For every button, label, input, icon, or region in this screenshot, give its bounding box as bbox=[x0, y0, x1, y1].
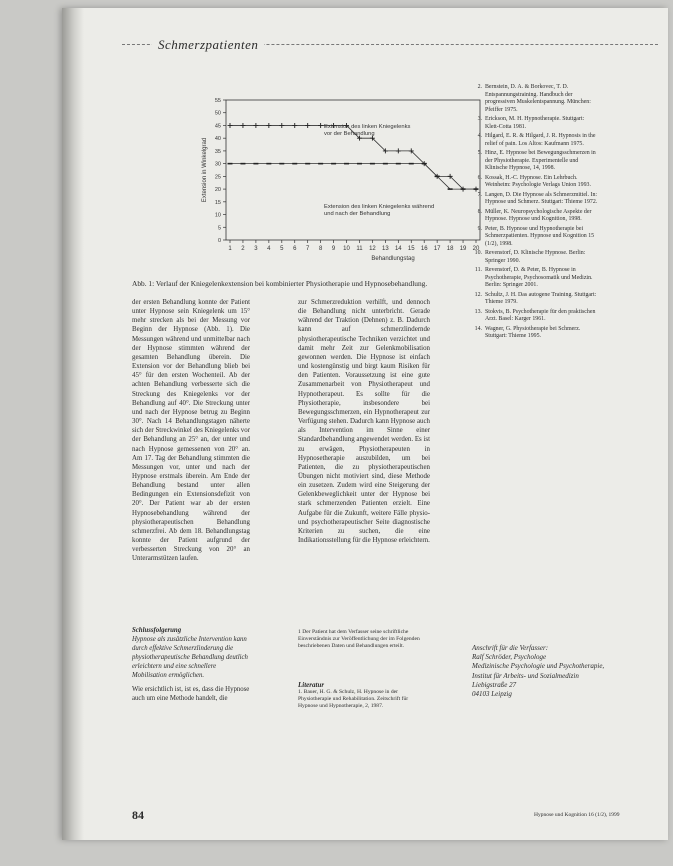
x-tick-label: 6 bbox=[293, 246, 297, 252]
footnote: 1 Der Patient hat dem Verfasser seine schriftliche Einverständnis zur Veröffentlichung der im Folgenden beschriebenen Daten und Behandlungen erteilt. bbox=[298, 629, 420, 649]
reference-text: Wagner, G. Physiotherapie bei Schmerz. Stuttgart: Thieme 1995. bbox=[485, 325, 581, 339]
reference-number: 3. bbox=[477, 116, 482, 122]
y-tick-label: 50 bbox=[214, 110, 221, 117]
figure-chart bbox=[134, 90, 510, 278]
data-point-plus bbox=[240, 123, 245, 128]
x-tick-label: 1 bbox=[228, 246, 232, 252]
address-line2: Liebigstraße 27 bbox=[472, 680, 517, 689]
data-point-plus bbox=[279, 123, 284, 128]
x-tick-label: 5 bbox=[280, 246, 284, 252]
y-tick-label: 20 bbox=[214, 187, 221, 194]
book-spine-shadow bbox=[62, 8, 84, 840]
x-tick-label: 18 bbox=[446, 246, 454, 252]
x-tick-label: 14 bbox=[394, 246, 402, 252]
summary-text: Hypnose als zusätzliche Intervention kann durch effektive Schmerzlinderung die physiotherapeutische Behandlung deutlich erleichtern und eine schnellere Mobilisation ermöglichen. bbox=[132, 636, 248, 679]
x-tick-label: 8 bbox=[318, 246, 323, 252]
y-axis-label: Extension in Winkelgrad bbox=[202, 137, 208, 203]
reference-number: 6. bbox=[477, 174, 482, 181]
x-tick-label: 12 bbox=[369, 246, 376, 252]
y-tick-label: 55 bbox=[214, 98, 221, 104]
reference-text: Revenstorf, D. & Peter, B. Hypnose in Psychotherapie, Psychosomatik und Medizin. Berlin: Springer 2001. bbox=[485, 267, 593, 288]
reference-item bbox=[470, 116, 598, 131]
data-point-plus bbox=[253, 123, 258, 128]
reference-item bbox=[470, 309, 598, 324]
data-point-plus bbox=[292, 123, 297, 128]
reference-number: 5. bbox=[477, 150, 482, 156]
data-point-plus bbox=[266, 123, 271, 128]
running-header: Schmerzpatienten bbox=[152, 37, 264, 53]
reference-item bbox=[470, 267, 598, 290]
reference-item bbox=[470, 226, 598, 249]
x-tick-label: 11 bbox=[356, 246, 363, 252]
x-tick-label: 15 bbox=[407, 246, 415, 252]
address-line1: Medizinische Psychologie und Psychotherapie, Institut für Arbeits- und Sozialmedizin bbox=[472, 662, 605, 680]
x-tick-label: 19 bbox=[459, 246, 467, 252]
x-tick-label: 20 bbox=[472, 246, 480, 252]
reference-item bbox=[470, 150, 598, 173]
x-tick-label: 7 bbox=[306, 246, 310, 252]
legend-line: Extension des linken Kniegelenks während bbox=[324, 204, 435, 210]
document-page bbox=[62, 8, 668, 840]
legend-line: vor der Behandlung bbox=[324, 131, 375, 137]
data-point-plus bbox=[228, 123, 233, 128]
data-point-plus bbox=[305, 123, 310, 128]
journal-footer: Hypnose und Kognition 16 (1/2), 1999 bbox=[534, 812, 620, 818]
reference-item bbox=[470, 133, 598, 148]
y-tick-label: 35 bbox=[214, 148, 221, 155]
reference-item bbox=[470, 175, 598, 190]
summary-heading: Schlussfolgerung bbox=[132, 627, 182, 634]
y-tick-label: 5 bbox=[217, 225, 221, 232]
reference-number: 12. bbox=[474, 291, 482, 298]
legend-line: und nach der Behandlung bbox=[324, 211, 391, 217]
legend-label-2 bbox=[324, 204, 434, 217]
address-city: 04103 Leipzig bbox=[472, 690, 512, 699]
plot-frame bbox=[226, 100, 480, 240]
x-axis-label: Behandlungstag bbox=[371, 256, 415, 262]
reference-text: Kossak, H.-C. Hypnose. Ein Lehrbuch. Weinheim: Psychologie Verlags Union 1993. bbox=[485, 174, 591, 188]
body-column-2 bbox=[298, 298, 430, 545]
reference-item bbox=[470, 209, 598, 224]
reference-number: 9. bbox=[477, 225, 482, 232]
figure-caption: Abb. 1: Verlauf der Kniegelenkextension bei kombinierter Physiotherapie und Hypnosebehandlung. bbox=[132, 279, 428, 288]
reference-number: 8. bbox=[477, 208, 482, 215]
address-label: Anschrift für die Verfasser: bbox=[472, 644, 549, 652]
y-tick-label: 30 bbox=[214, 161, 221, 168]
literature-heading: Literatur bbox=[298, 681, 325, 689]
body-paragraph: zur Schmerzreduktion verhilft, und dennoch die Behandlung nicht unterbricht. Gerade während der Traktion (Dehnen) z. B. Dadurch kann auf schmerzlindernde physiotherapeutische Techniken verzichtet und damit mehr Zeit zur Gelenkmobilisation gewonnen werden. Die Hypnose ist einfach und kostengünstig und birgt kaum Risiken für den Patienten. Voraussetzung ist eine gute Zusammenarbeit von Physiotherapeut und Hypnotherapeut. Es sollte für die Physiotherapie, insbesondere bei Bewegungsschmerzen, ein Hypnotherapeut zur Verfügung stehen. Dadurch kann Hypnose auch als Intervention im Sinne einer Standardbehandlung angewendet werden. Es ist zu erwägen, Physiotherapeuten in Hypnosetherapie auszubilden, um bei Patienten, die zu physiotherapeutischen Übungen nicht motiviert sind, diese Methode ein zusetzen. Zudem wird eine Steigerung der Gelenkbeweglichkeit unter der Hypnose bei stark schmerzenden Patienten erzielt. Eine Aufgabe für die Zukunft, weitere Fälle physio- und psychotherapeutischer Seite diagnostische Kriterien zu suchen, die eine Indikationsstellung für die Hypnose erleichtern. bbox=[298, 299, 430, 545]
data-point-plus bbox=[318, 123, 323, 128]
reference-item bbox=[470, 326, 598, 341]
reference-item bbox=[470, 292, 598, 307]
reference-text: Schultz, J. H. Das autogene Training. Stuttgart: Thieme 1979. bbox=[485, 291, 597, 305]
summary-continuation: Wie ersichtlich ist, ist es, dass die Hypnose auch um eine Methode handelt, die bbox=[132, 686, 250, 702]
x-tick-label: 13 bbox=[382, 246, 389, 252]
x-tick-label: 9 bbox=[331, 246, 336, 252]
reference-text: Hinz, E. Hypnose bei Bewegungsschmerzen in der Physiotherapie. Experimentelle und Klinische Hypnose, 14, 1998. bbox=[485, 150, 596, 171]
x-tick-label: 17 bbox=[433, 246, 441, 252]
page-number: 84 bbox=[132, 808, 144, 822]
reference-text: Bernstein, D. A. & Borkovec, T. D. Entspannungstraining. Handbuch der progressiven Muskelentspannung. München: Pfeiffer 1975. bbox=[485, 84, 591, 113]
literature-entry: 1. Bauer, H. G. & Schulz, H. Hypnose in der Physiotherapie und Rehabilitation. Zeitschrift für Hypnose und Hypnotherapie, 2, 1987. bbox=[298, 689, 409, 709]
author-address bbox=[472, 644, 622, 699]
legend-label-1 bbox=[324, 124, 410, 137]
y-tick-label: 45 bbox=[214, 123, 221, 130]
reference-text: Erickson, M. H. Hypnotherapie. Stuttgart: Klett-Cotta 1981. bbox=[485, 116, 585, 130]
reference-item bbox=[470, 84, 598, 114]
legend-line: Extension des linken Kniegelenks bbox=[324, 124, 411, 130]
x-tick-label: 10 bbox=[343, 246, 350, 252]
reference-number: 10. bbox=[474, 250, 482, 256]
reference-item bbox=[470, 192, 598, 207]
y-tick-label: 10 bbox=[214, 212, 221, 219]
reference-text: Peter, B. Hypnose und Hypnotherapie bei Schmerzpatienten. Hypnose und Kognition 15 (1/2), 1998. bbox=[485, 225, 595, 247]
y-tick-label: 40 bbox=[214, 136, 221, 143]
reference-text: Revenstorf, D. Klinische Hypnose. Berlin: Springer 1990. bbox=[485, 250, 586, 264]
reference-number: 7. bbox=[477, 191, 482, 198]
reference-item bbox=[470, 250, 598, 265]
x-tick-label: 2 bbox=[241, 246, 245, 252]
x-tick-label: 16 bbox=[420, 246, 428, 252]
summary-box bbox=[132, 626, 252, 680]
reference-number: 11. bbox=[474, 267, 482, 273]
reference-text: Langen, D. Die Hypnose als Schmerzmittel. In: Hypnose und Schmerz. Stuttgart: Thieme 1972. bbox=[485, 191, 598, 205]
y-tick-label: 0 bbox=[217, 238, 221, 244]
reference-text: Müller, K. Neuropsychologische Aspekte der Hypnose. Hypnose und Kognition, 1998. bbox=[485, 208, 592, 222]
body-column-1 bbox=[132, 298, 250, 564]
reference-text: Stokvis, B. Psychotherapie für den praktischen Arzt. Basel: Karger 1961. bbox=[485, 308, 596, 322]
reference-number: 13. bbox=[474, 308, 482, 315]
y-tick-label: 25 bbox=[214, 174, 221, 181]
line-chart bbox=[134, 90, 510, 278]
address-name: Ralf Schröder, Psychologe bbox=[472, 653, 547, 662]
reference-number: 2. bbox=[477, 84, 482, 90]
reference-number: 4. bbox=[477, 133, 482, 139]
body-paragraph: der ersten Behandlung konnte der Patient unter Hypnose sein Kniegelenk um 15° mehr strecken als bei der Messung vor Beginn der Hypnose (Abb. 1). Die Messungen während und unmittelbar nach der Hypnose stimmten während der gesamten Behandlung überein. Die Extension vor der Behandlung blieb bei 45° für den ersten Wochenteil. Ab der achten Behandlung verbesserte sich die Streckung des Kniegelenks vor der Behandlung auf 40°. Die Streckung unter und nach der Hypnose betrug zu Beginn 30°. Nach 14 Behandlungstagen näherte sich der Streckwinkel des Kniegelenks vor der Behandlung an 25° an, der unter und nach Hypnose gemessenen von 20° an. Am 17. Tag der Behandlung stimmten die Messungen vor, unter und nach der Hypnose erstmals überein. Am Ende der Behandlung bestand unter allen Bedingungen ein Extensionsdefizit von 20°. Der Patient war ab der ersten Hypnosebehandlung während der physiotherapeutischen Behandlung schmerzfrei. Ab dem 18. Behandlungstag konnte der Patient aufgrund der verbesserten Streckung von 20° an Unterarmstützen laufen. bbox=[132, 299, 250, 563]
y-tick-label: 15 bbox=[214, 199, 221, 206]
reference-text: Hilgard, E. R. & Hilgard, J. R. Hypnosis in the relief of pain. Los Altos: Kaufmann 1975. bbox=[485, 133, 596, 147]
reference-number: 14. bbox=[474, 325, 482, 332]
x-tick-label: 3 bbox=[254, 246, 258, 252]
data-point-plus bbox=[396, 148, 401, 153]
x-tick-label: 4 bbox=[267, 246, 271, 252]
reference-list bbox=[470, 84, 598, 343]
